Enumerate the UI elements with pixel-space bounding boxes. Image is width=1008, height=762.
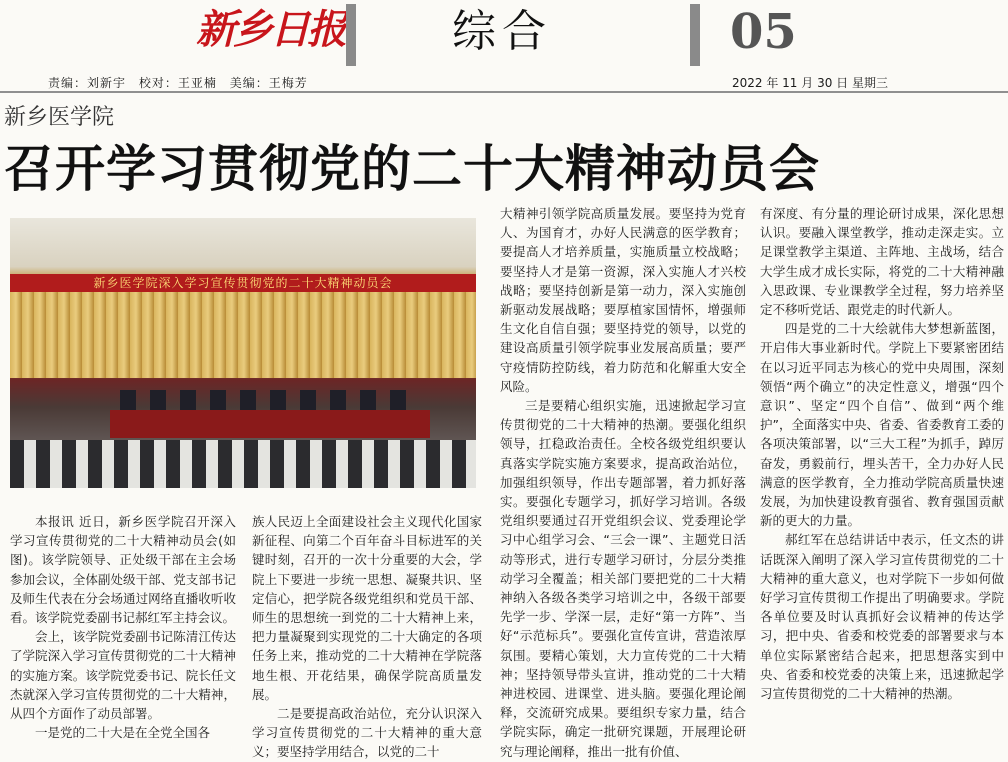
newspaper-logo: 新乡日报 xyxy=(196,6,344,53)
header-rule xyxy=(0,91,1008,93)
paragraph: 有深度、有分量的理论研讨成果，深化思想认识。要融入课堂教学，推动走深走实。立足课堂教学主渠道、主阵地、主战场，结合大学生成才成长实际，将党的二十大精神融入思政课、专业课教学全过程，努力培养坚定不移听党话、跟党走的时代新人。 xyxy=(760,206,1004,318)
paragraph: 一是党的二十大是在全党全国各 xyxy=(35,725,211,741)
article-column-1 xyxy=(10,512,236,742)
masthead-divider xyxy=(346,4,356,66)
paragraph: 郝红军在总结讲话中表示，任文杰的讲话既深入阐明了深入学习宣传贯彻党的二十大精神的重大意义，也对学院下一步如何做好学习宣传贯彻工作提出了明确要求。学院各单位要及时认真抓好会议精神的传达学习，把中央、省委和校党委的部署要求与本单位实际紧密结合起来，把思想落实到中央、省委和校党委的决策上来，迅速掀起学习宣传贯彻党的二十大精神的热潮。 xyxy=(760,532,1004,702)
article-column-3 xyxy=(500,204,746,761)
paragraph: 族人民迈上全面建设社会主义现代化国家新征程、向第二个百年奋斗目标进军的关键时刻，召开的一次十分重要的大会，学院上下要进一步统一思想、凝聚共识、坚定信心，把学院各级党组织和党员干部、师生的思想统一到党的二十大精神上来，把力量凝聚到实现党的二十大确定的各项任务上来，推动党的二十大精神在学院落地生根、开花结果，确保学院高质量发展。 xyxy=(252,514,482,702)
paragraph: 三是要精心组织实施，迅速掀起学习宣传贯彻党的二十大精神的热潮。要强化组织领导，扛稳政治责任。全校各级党组织要认真落实学院实施方案要求，提高政治站位，加强组织领导，作出专题部署，着力抓好落实。要强化专题学习，抓好学习培训。各级党组织要通过召开党组织会议、党委理论学习中心组学习会、“三会一课”、主题党日活动等形式，进行专题学习研讨，分层分类推动学习全覆盖；相关部门要把党的二十大精神纳入各级各类学习培训之中，各级干部要先学一步、学深一层，走好“第一方阵”、当好“示范标兵”。要强化宣传宣讲，营造浓厚氛围。要精心策划，大力宣传党的二十大精神；坚持领导带头宣讲，推动党的二十大精神进校园、进课堂、进头脑。要强化理论阐释，交流研究成果。要组织专家力量，结合学院实际，确定一批研究课题，开展理论研究与理论阐释，推出一批有价值、 xyxy=(500,398,746,759)
editor-credits xyxy=(48,74,316,91)
article-kicker: 新乡医学院 xyxy=(4,105,115,130)
proofreader-credit: 校对：王亚楠 xyxy=(138,76,217,90)
photo-banner: 新乡医学院深入学习宣传贯彻党的二十大精神动员会 xyxy=(10,274,476,292)
paragraph: 二是要提高政治站位，充分认识深入学习宣传贯彻党的二十大精神的重大意义；要坚持学用结合，以党的二十 xyxy=(252,706,482,760)
paragraph: 会上，该学院党委副书记陈清江传达了学院深入学习宣传贯彻党的二十大精神的实施方案。该学院党委书记、院长任文杰就深入学习宣传贯彻党的二十大精神，从四个方面作了动员部署。 xyxy=(10,629,236,722)
rostrum-attendees xyxy=(120,390,420,412)
designer-credit: 美编：王梅芳 xyxy=(229,76,308,90)
paragraph: 本报讯 近日，新乡医学院召开深入学习宣传贯彻党的二十大精神动员会(如图)。该学院领导、正处级干部在主会场参加会议，全体副处级干部、党支部书记及师生代表在分会场通过网络直播收听收看。该学院党委副书记郝红军主持会议。 xyxy=(10,514,236,626)
section-title: 综合 xyxy=(452,6,552,57)
article-headline: 召开学习贯彻党的二十大精神动员会 xyxy=(4,140,820,198)
masthead-divider xyxy=(690,4,700,66)
paragraph: 大精神引领学院高质量发展。要坚持为党育人、为国育才，办好人民满意的医学教育；要提高人才培养质量，实施质量立校战略；要坚持人才是第一资源，深入实施人才兴校战略；要坚持创新是第一动力，深入实施创新驱动发展战略；要厚植家国情怀，增强师生文化自信自强；要坚持党的领导，以党的建设高质量引领学院事业发展高质量；要严守疫情防控防线，着力防范和化解重大安全风险。 xyxy=(500,206,746,394)
article-column-4 xyxy=(760,204,1004,703)
rostrum-table xyxy=(110,410,430,438)
article-column-2 xyxy=(252,512,482,762)
meeting-photo xyxy=(10,218,476,488)
page-number: 05 xyxy=(730,4,797,60)
paragraph: 四是党的二十大绘就伟大梦想新蓝图，开启伟大事业新时代。学院上下要紧密团结在以习近平同志为核心的党中央周围，深刻领悟“两个确立”的决定性意义，增强“四个意识”、坚定“四个自信”、做到“两个维护”，全面落实中央、省委、省委教育工委的各项决策部署，以“三大工程”为抓手，踔厉奋发，勇毅前行，埋头苦干，全力办好人民满意的医学教育，全力推动学院高质量快速发展，为加快建设教育强省、教育强国贡献新的更大的力量。 xyxy=(760,321,1004,529)
editor-credit: 责编：刘新宇 xyxy=(48,76,127,90)
stage-curtain xyxy=(10,278,476,378)
issue-date: 2022 年 11 月 30 日 星期三 xyxy=(732,76,888,90)
audience-rows xyxy=(10,440,476,488)
